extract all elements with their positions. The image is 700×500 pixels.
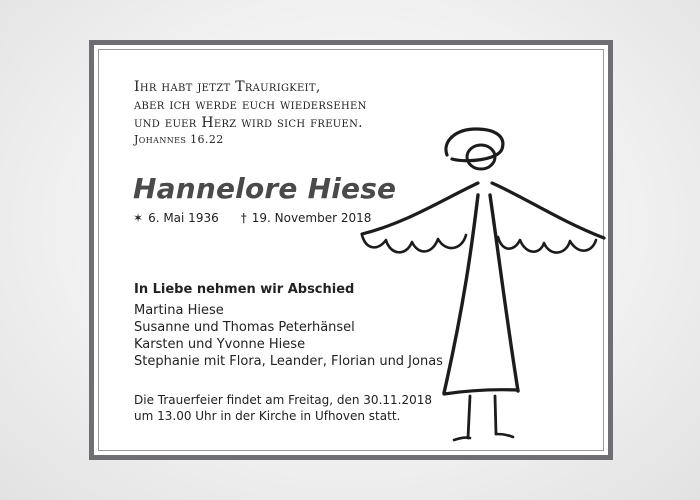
angel-illustration-icon: [94, 45, 608, 455]
verse-line-3: und euer Herz wird sich freuen.: [134, 115, 363, 131]
ceremony-line-2: um 13.00 Uhr in der Kirche in Ufhoven statt.: [134, 409, 401, 423]
verse-reference: Johannes 16.22: [134, 133, 224, 146]
star-birth-icon: ✶: [133, 211, 144, 225]
mourner-name: Stephanie mit Flora, Leander, Florian und Jonas: [134, 354, 443, 369]
mourner-name: Susanne und Thomas Peterhänsel: [134, 320, 355, 335]
deceased-name: Hannelore Hiese: [133, 172, 397, 205]
birth-date: 6. Mai 1936: [148, 211, 219, 225]
cross-death-icon: †: [240, 211, 247, 225]
verse-line-2: aber ich werde euch wiedersehen: [134, 97, 367, 113]
mourner-name: Martina Hiese: [134, 303, 224, 318]
death-date: 19. November 2018: [251, 211, 372, 225]
obituary-card: [89, 40, 613, 460]
ceremony-line-1: Die Trauerfeier findet am Freitag, den 30.11.2018: [134, 393, 433, 407]
verse-line-1: Ihr habt jetzt Traurigkeit,: [134, 79, 321, 95]
mourner-name: Karsten und Yvonne Hiese: [134, 337, 306, 352]
farewell-heading: In Liebe nehmen wir Abschied: [134, 282, 355, 297]
